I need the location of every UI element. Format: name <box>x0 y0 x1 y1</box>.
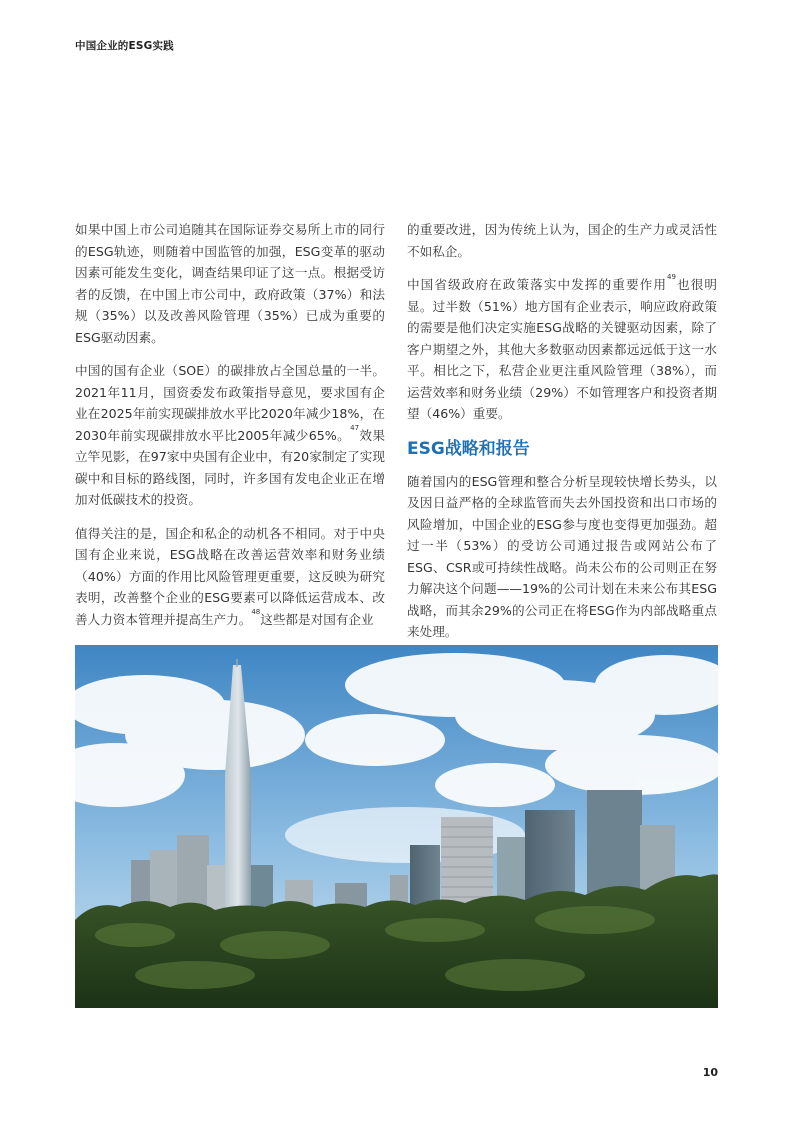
body-paragraph <box>75 360 385 511</box>
paragraph-text: 这些都是对国有企业 <box>260 611 374 627</box>
footnote-ref[interactable]: 48 <box>251 607 261 616</box>
body-paragraph: 如果中国上市公司追随其在国际证券交易所上市的同行的ESG轨迹，则随着中国监管的加强，ESG变革的驱动因素可能发生变化，调查结果印证了这一点。根据受访者的反馈，在中国上市公司中，政府政策（37%）和法规（35%）以及改善风险管理（35%）已成为重要的ESG驱动因素。 <box>75 222 385 345</box>
paragraph-text: 效果立竿见影，在97家中央国有企业中，有20家制定了实现碳中和目标的路线图，同时，许多国有发电企业正在增加对低碳技术的投资。 <box>75 427 386 507</box>
body-paragraph: 的重要改进，因为传统上认为，国企的生产力或灵活性不如私企。 <box>407 222 717 259</box>
body-paragraph: 随着国内的ESG管理和整合分析呈现较快增长势头，以及因日益严格的全球监管而失去外国投资和出口市场的风险增加，中国企业的ESG参与度也变得更加强劲。超过一半（53%）的受访公司通过报告或网站公布了ESG、CSR或可持续性战略。尚未公布的公司则正在努力解决这个问题——19%的公司计划在未来公布其ESG战略，而其余29%的公司正在将ESG作为内部战略重点来处理。 <box>407 473 717 639</box>
paragraph-text: 值得关注的是，国企和私企的动机各不相同。对于中央国有企业来说，ESG战略在改善运营效率和财务业绩（40%）方面的作用比风险管理更重要，这反映为研究表明，改善整个企业的ESG要素可以降低运营成本、改善人力资本管理并提高生产力。 <box>75 525 385 627</box>
section-heading: ESG战略和报告 <box>407 438 530 459</box>
left-text-column <box>75 219 385 642</box>
running-header: 中国企业的ESG实践 <box>75 40 174 52</box>
footnote-ref[interactable]: 49 <box>667 273 676 281</box>
paragraph-text: 也很明显。过半数（51%）地方国有企业表示，响应政府政策的需要是他们决定实施ESG战略的关键驱动因素，除了客户期望之外，其他大多数驱动因素都远远低于这一水平。相比之下，私营企业更注重风险管理（38%），而运营效率和财务业绩（29%）不如管理客户和投资者期望（46%）重要。 <box>407 277 718 421</box>
paragraph-text: 中国省级政府在政策落实中发挥的重要作用 <box>407 277 668 292</box>
body-paragraph <box>407 274 717 425</box>
city-skyline-photo <box>75 645 718 1008</box>
right-text-column <box>407 219 717 655</box>
page-number: 10 <box>702 1066 718 1079</box>
body-paragraph <box>75 523 385 631</box>
paragraph-text: 中国的国有企业（SOE）的碳排放占全国总量的一半。2021年11月，国资委发布政策指导意见，要求国有企业在2025年前实现碳排放水平比2020年减少18%，在2030年前实现碳排放水平比2005年减少65%。 <box>75 363 385 443</box>
footnote-ref[interactable]: 47 <box>350 423 360 432</box>
